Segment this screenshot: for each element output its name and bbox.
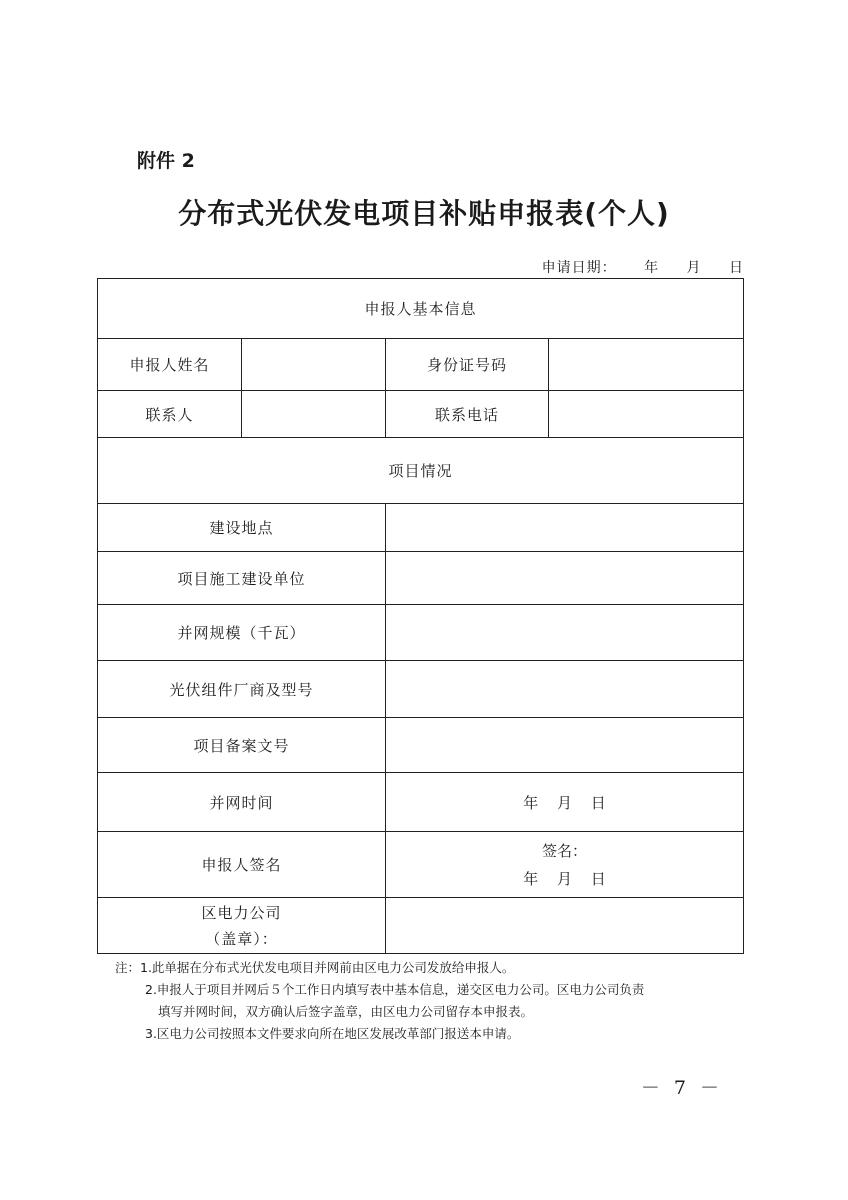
document-title: 分布式光伏发电项目补贴申报表(个人) (178, 197, 670, 230)
applicant-signature-label: 申报人签名 (98, 832, 386, 898)
contact-phone-label: 联系电话 (386, 391, 549, 438)
application-date-year: 年 (644, 260, 660, 276)
pv-module-manufacturer-label: 光伏组件厂商及型号 (98, 661, 386, 718)
power-company-label-line2: （盖章）： (205, 929, 278, 948)
signature-date: 年 月 日 (523, 869, 606, 888)
applicant-name-field[interactable] (242, 339, 386, 391)
signature-label: 签名： (542, 841, 588, 860)
power-company-stamp-field[interactable] (386, 898, 744, 954)
notes-block (115, 957, 755, 1045)
note-2-continued: 填写并网时间，双方确认后签字盖章，由区电力公司留存本申报表。 (158, 1004, 534, 1019)
construction-site-label: 建设地点 (98, 504, 386, 552)
page-number: － 7 － (640, 1077, 723, 1099)
construction-site-field[interactable] (386, 504, 744, 552)
contact-person-label: 联系人 (98, 391, 242, 438)
grid-connection-time-value[interactable]: 年 月 日 (386, 773, 744, 832)
filing-number-field[interactable] (386, 718, 744, 773)
filing-number-label: 项目备案文号 (98, 718, 386, 773)
id-number-label: 身份证号码 (386, 339, 549, 391)
id-number-field[interactable] (549, 339, 744, 391)
power-company-label (98, 898, 386, 954)
note-3: 3.区电力公司按照本文件要求向所在地区发展改革部门报送本申请。 (145, 1026, 520, 1041)
note-1: 注：1.此单据在分布式光伏发电项目并网前由区电力公司发放给申报人。 (115, 960, 515, 975)
contact-phone-field[interactable] (549, 391, 744, 438)
section-project-info: 项目情况 (98, 438, 744, 504)
application-date-month: 月 (686, 260, 702, 276)
application-date-label: 申请日期： (541, 260, 617, 276)
grid-capacity-label: 并网规模（千瓦） (98, 605, 386, 661)
contact-person-field[interactable] (242, 391, 386, 438)
applicant-name-label: 申报人姓名 (98, 339, 242, 391)
applicant-signature-field[interactable] (386, 832, 744, 898)
power-company-label-line1: 区电力公司 (201, 903, 282, 922)
grid-capacity-field[interactable] (386, 605, 744, 661)
construction-unit-field[interactable] (386, 552, 744, 605)
section-applicant-info: 申报人基本信息 (98, 279, 744, 339)
grid-connection-time-label: 并网时间 (98, 773, 386, 832)
application-date-day: 日 (729, 260, 744, 276)
pv-module-manufacturer-field[interactable] (386, 661, 744, 718)
application-date-line (532, 257, 744, 277)
attachment-label: 附件 2 (137, 150, 195, 172)
note-2: 2.申报人于项目并网后５个工作日内填写表中基本信息，递交区电力公司。区电力公司负责 (145, 982, 645, 997)
construction-unit-label: 项目施工建设单位 (98, 552, 386, 605)
application-form-table (97, 278, 744, 954)
